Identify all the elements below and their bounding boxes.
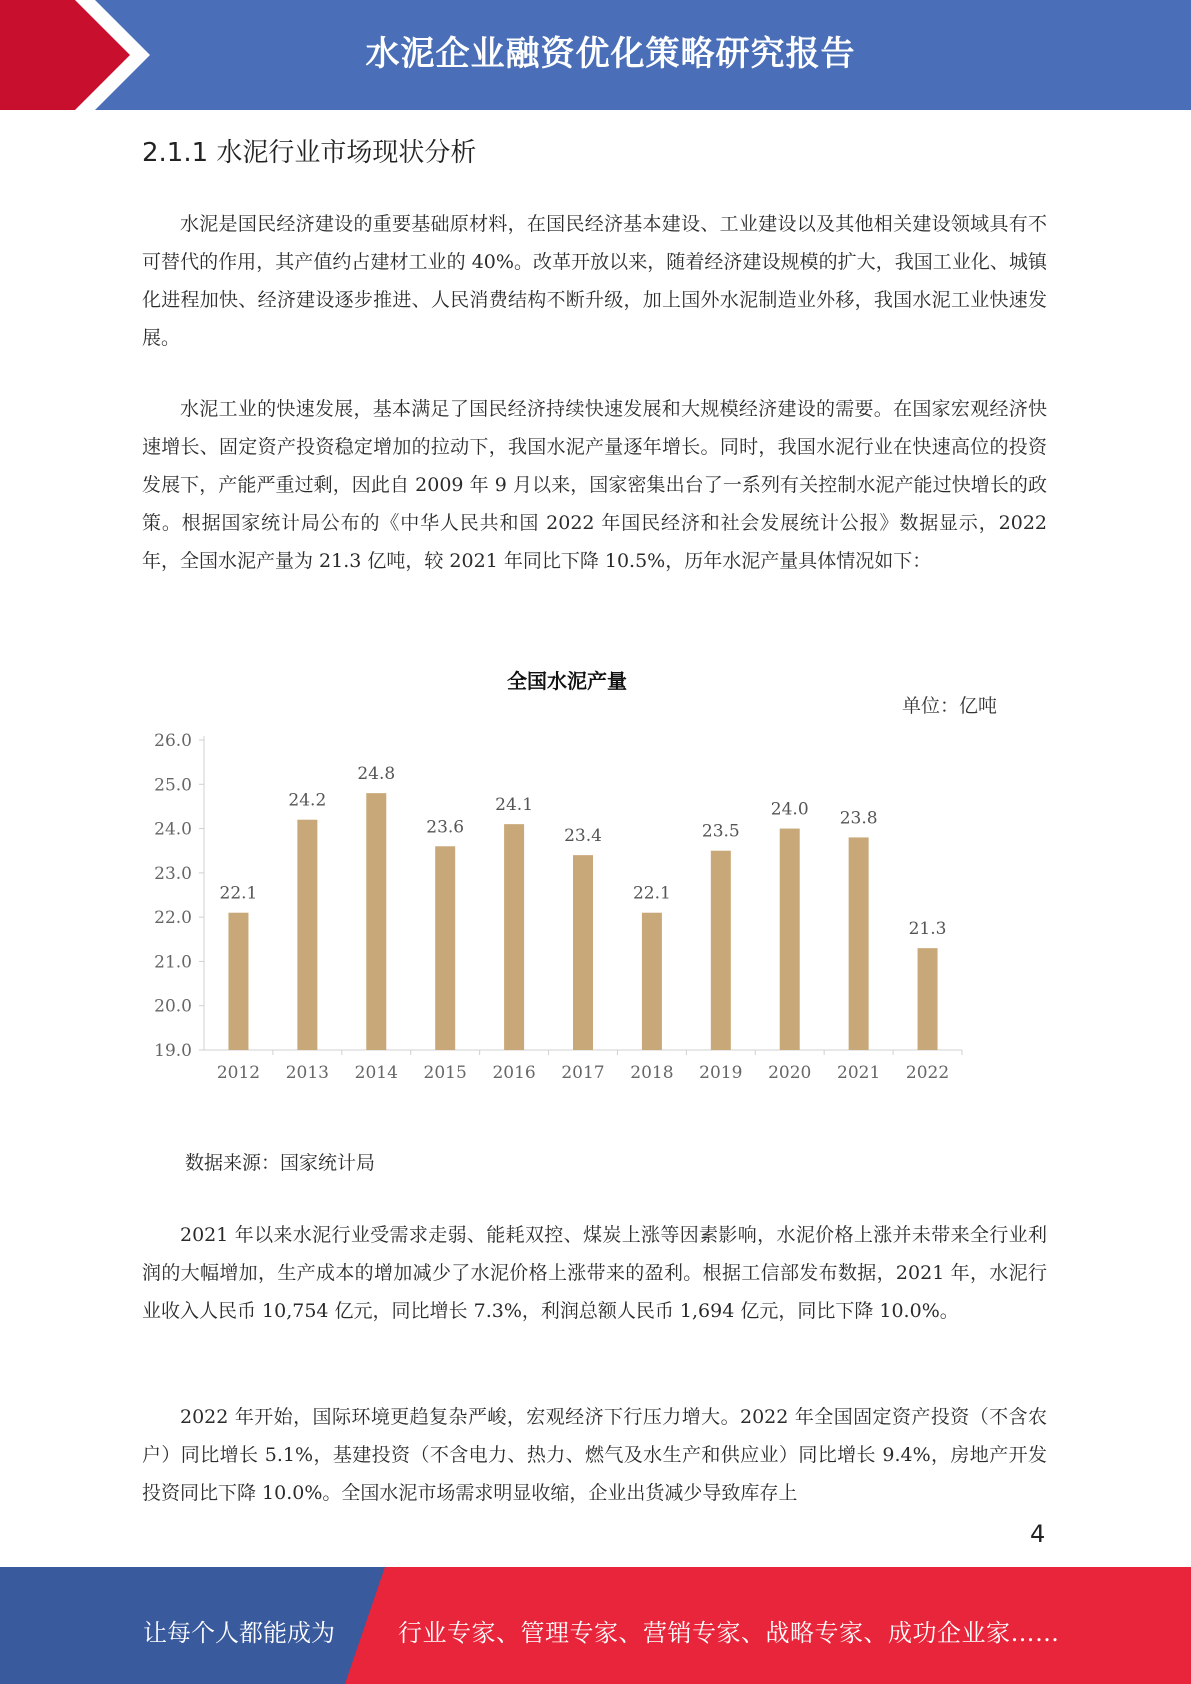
bar [780, 829, 800, 1050]
y-tick-label: 20.0 [154, 996, 192, 1017]
y-tick-label: 25.0 [154, 775, 192, 796]
bar-value-label: 22.1 [632, 883, 671, 904]
x-tick-label: 2018 [630, 1063, 674, 1083]
bar [228, 913, 248, 1050]
y-tick-label: 21.0 [154, 952, 192, 973]
x-tick-label: 2016 [492, 1063, 536, 1083]
bar-value-label: 24.2 [288, 790, 327, 811]
paragraph-production: 水泥工业的快速发展，基本满足了国民经济持续快速发展和大规模经济建设的需要。在国家宏观经济快速增长、固定资产投资稳定增加的拉动下，我国水泥产量逐年增长。同时，我国水泥行业在快速高位的投资发展下，产能严重过剩，因此自 2009 年 9 月以来，国家密集出台了一系列有关控制水泥产能过快增长的政策。根据国家统计局公布的《中华人民共和国 2022 年国民经济和社会发展统计公报》数据显示，2022 年，全国水泥产量为 21.3 亿吨，较 2021 年同比下降 10.5%，历年水泥产量具体情况如下： [142, 398, 1047, 572]
cement-output-chart [142, 655, 1042, 1095]
bar [573, 855, 593, 1050]
bar [711, 851, 731, 1050]
bar-value-label: 23.6 [426, 817, 465, 838]
bar [504, 824, 524, 1050]
bar-value-label: 24.8 [357, 764, 396, 785]
chart-unit-label: 单位：亿吨 [902, 695, 998, 717]
x-tick-label: 2022 [905, 1063, 950, 1083]
chart-title: 全国水泥产量 [507, 669, 627, 693]
data-source-note: 数据来源：国家统计局 [185, 1152, 376, 1174]
y-tick-label: 22.0 [154, 908, 192, 929]
x-tick-label: 2014 [354, 1063, 398, 1083]
chart-plot [142, 655, 1042, 1095]
bar-value-label: 24.1 [495, 795, 534, 816]
paragraph-profit: 2021 年以来水泥行业受需求走弱、能耗双控、煤炭上涨等因素影响，水泥价格上涨并未带来全行业利润的大幅增加，生产成本的增加减少了水泥价格上涨带来的盈利。根据工信部发布数据，2021 年，水泥行业收入人民币 10,754 亿元，同比增长 7.3%，利润总额人民币 1,694 亿元，同比下降 10.0%。 [142, 1224, 1047, 1322]
y-tick-label: 26.0 [154, 731, 192, 751]
x-tick-label: 2020 [768, 1063, 812, 1083]
x-tick-label: 2021 [837, 1063, 881, 1083]
x-tick-label: 2017 [561, 1063, 605, 1083]
bar [435, 846, 455, 1050]
paragraph-2022: 2022 年开始，国际环境更趋复杂严峻，宏观经济下行压力增大。2022 年全国固定资产投资（不含农户）同比增长 5.1%，基建投资（不含电力、热力、燃气及水生产和供应业）同比增长 9.4%，房地产开发投资同比下降 10.0%。全国水泥市场需求明显收缩，企业出货减少导致库存上 [142, 1406, 1047, 1504]
footer-slogan-left: 让每个人都能成为 [143, 1619, 335, 1647]
y-tick-label: 23.0 [154, 863, 192, 884]
x-tick-label: 2012 [216, 1063, 261, 1083]
bar [366, 793, 386, 1050]
footer-slogan-right: 行业专家、管理专家、营销专家、战略专家、成功企业家…… [398, 1619, 1060, 1647]
y-tick-label: 19.0 [154, 1041, 192, 1061]
section-heading: 2.1.1 水泥行业市场现状分析 [142, 138, 477, 168]
x-tick-label: 2015 [423, 1063, 467, 1083]
y-tick-label: 24.0 [154, 819, 192, 840]
paragraph-intro: 水泥是国民经济建设的重要基础原材料，在国民经济基本建设、工业建设以及其他相关建设领域具有不可替代的作用，其产值约占建材工业的 40%。改革开放以来，随着经济建设规模的扩大，我国工业化、城镇化进程加快、经济建设逐步推进、人民消费结构不断升级，加上国外水泥制造业外移，我国水泥工业快速发展。 [142, 213, 1047, 349]
x-tick-label: 2019 [699, 1063, 743, 1083]
bar-value-label: 24.0 [770, 799, 809, 820]
x-tick-label: 2013 [285, 1063, 329, 1083]
bar [849, 837, 869, 1050]
page-number: 4 [1030, 1520, 1046, 1548]
report-title: 水泥企业融资优化策略研究报告 [365, 34, 856, 74]
bar [642, 913, 662, 1050]
bar-value-label: 23.4 [564, 826, 602, 847]
bar-value-label: 21.3 [908, 919, 947, 940]
bar-value-label: 23.5 [701, 821, 740, 842]
bar [918, 948, 938, 1050]
bar-value-label: 23.8 [839, 808, 878, 829]
bar-value-label: 22.1 [219, 883, 258, 904]
bar [297, 820, 317, 1050]
